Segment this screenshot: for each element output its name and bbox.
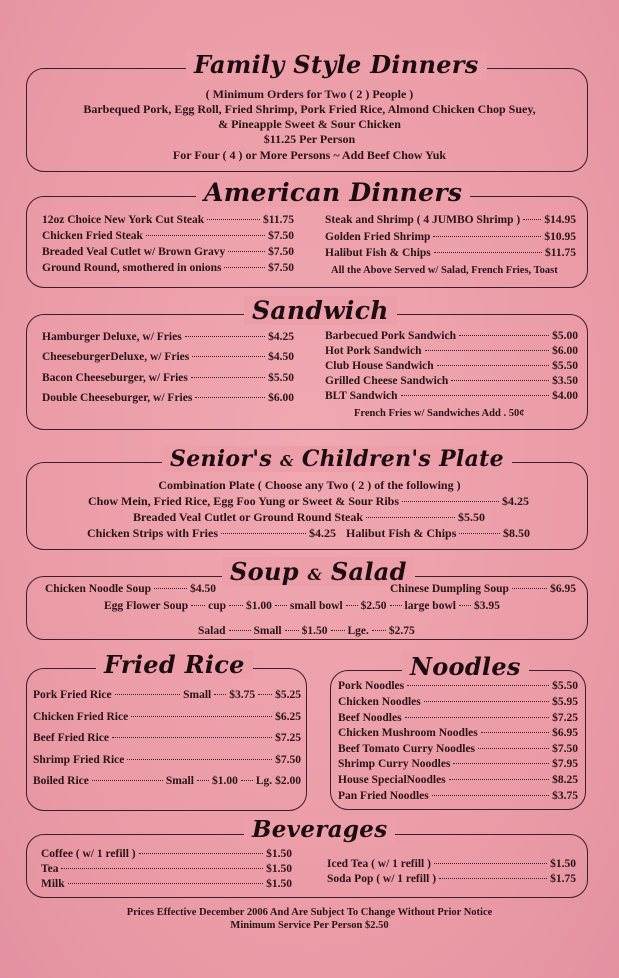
menu-item xyxy=(338,712,578,724)
menu-item xyxy=(42,246,294,258)
leader-dots xyxy=(192,356,265,357)
item-price: $10.95 xyxy=(544,231,576,243)
size-label: small bowl xyxy=(289,600,343,612)
item-name: Egg Flower Soup xyxy=(104,600,189,612)
leader-dots xyxy=(214,694,226,695)
item-price: $7.50 xyxy=(552,743,578,755)
item-name: Iced Tea ( w/ 1 refill ) xyxy=(327,858,431,870)
leader-dots xyxy=(195,397,265,398)
menu-item xyxy=(104,600,530,612)
item-name: Soda Pop ( w/ 1 refill ) xyxy=(327,873,437,885)
family-line-2: Barbequed Pork, Egg Roll, Fried Shrimp, Pork Fried Rice, Almond Chicken Chop Suey, xyxy=(83,102,536,116)
menu-item xyxy=(325,375,578,387)
item-price: $3.75 xyxy=(229,689,256,701)
item-name: Double Cheeseburger, w/ Fries xyxy=(42,392,193,404)
item-name: Beef Noodles xyxy=(338,712,402,724)
leader-dots xyxy=(68,883,263,884)
leader-dots xyxy=(402,501,499,502)
size-label: Small xyxy=(183,689,212,701)
leader-dots xyxy=(229,630,251,631)
menu-item xyxy=(88,494,529,509)
item-price: $11.75 xyxy=(545,247,576,259)
item-price: $3.50 xyxy=(552,375,578,387)
size-label: Lg. xyxy=(255,775,273,787)
leader-dots xyxy=(424,701,549,702)
leader-dots xyxy=(478,748,549,749)
item-price: $8.50 xyxy=(503,526,530,540)
leader-dots xyxy=(191,377,265,378)
item-price: $4.25 xyxy=(268,331,294,343)
menu-item xyxy=(42,262,294,274)
item-price: $5.50 xyxy=(458,510,485,524)
soup-salad-title xyxy=(222,557,415,586)
leader-dots xyxy=(405,717,550,718)
menu-item xyxy=(133,510,485,525)
item-price: $7.50 xyxy=(268,262,294,274)
menu-item xyxy=(33,775,301,787)
item-name: Chicken Mushroom Noodles xyxy=(338,727,478,739)
item-price: $5.00 xyxy=(552,330,578,342)
ampersand: & xyxy=(280,452,294,470)
leader-dots xyxy=(275,605,287,606)
item-name: BLT Sandwich xyxy=(325,390,398,402)
leader-dots xyxy=(224,267,265,268)
leader-dots xyxy=(228,251,265,252)
menu-item xyxy=(41,848,292,860)
item-price: $4.25 xyxy=(309,526,336,540)
leader-dots xyxy=(285,630,299,631)
leader-dots xyxy=(372,630,386,631)
item-name: Steak and Shrimp ( 4 JUMBO Shrimp ) xyxy=(325,214,521,226)
menu-item xyxy=(338,790,578,802)
item-name: Halibut Fish & Chips xyxy=(346,526,457,540)
item-name: Shrimp Fried Rice xyxy=(33,754,125,766)
item-price: $11.75 xyxy=(263,214,294,226)
leader-dots xyxy=(512,588,547,589)
leader-dots xyxy=(390,605,402,606)
menu-item xyxy=(327,858,576,870)
family-line-1: ( Minimum Orders for Two ( 2 ) People ) xyxy=(205,87,414,101)
size-label: Small xyxy=(165,775,194,787)
menu-item xyxy=(338,727,578,739)
item-name: Milk xyxy=(41,878,65,890)
leader-dots xyxy=(185,336,265,337)
item-price: $1.50 xyxy=(550,858,576,870)
item-price: $1.50 xyxy=(266,848,292,860)
item-price: $6.95 xyxy=(550,583,576,595)
sandwich-title: Sandwich xyxy=(244,296,397,325)
menu-item xyxy=(42,351,294,363)
senior-title-part: Senior's xyxy=(170,446,273,472)
american-note: All the Above Served w/ Salad, French Fries, Toast xyxy=(331,265,558,276)
item-name: Pork Noodles xyxy=(338,680,405,692)
item-price: $4.50 xyxy=(268,351,294,363)
menu-item xyxy=(33,689,301,701)
item-price: $2.00 xyxy=(275,775,301,787)
menu-item xyxy=(325,214,576,226)
item-price: $6.00 xyxy=(552,345,578,357)
menu-item xyxy=(325,231,576,243)
item-name: Hamburger Deluxe, w/ Fries xyxy=(42,331,182,343)
item-price: $1.50 xyxy=(266,863,292,875)
leader-dots xyxy=(366,517,455,518)
size-label: Small xyxy=(253,625,282,637)
leader-dots xyxy=(346,605,358,606)
item-name: Halibut Fish & Chips xyxy=(325,247,431,259)
item-price: $5.50 xyxy=(268,372,294,384)
item-name: Barbecued Pork Sandwich xyxy=(325,330,456,342)
item-name: Chicken Fried Steak xyxy=(42,230,143,242)
menu-item xyxy=(42,230,294,242)
leader-dots xyxy=(221,533,306,534)
item-price: $5.50 xyxy=(552,680,578,692)
item-name: Beef Tomato Curry Noodles xyxy=(338,743,476,755)
menu-item xyxy=(33,711,301,723)
leader-dots xyxy=(459,533,500,534)
leader-dots xyxy=(481,732,549,733)
item-price: $2.75 xyxy=(388,625,415,637)
menu-item xyxy=(325,330,578,342)
item-price: $3.75 xyxy=(552,790,578,802)
item-price: $6.25 xyxy=(275,711,301,723)
leader-dots xyxy=(407,685,549,686)
leader-dots xyxy=(459,605,471,606)
item-price: $1.00 xyxy=(211,775,238,787)
leader-dots xyxy=(197,780,209,781)
item-name: Beef Fried Rice xyxy=(33,732,109,744)
item-name: Bacon Cheeseburger, w/ Fries xyxy=(42,372,188,384)
leader-dots xyxy=(127,759,272,760)
leader-dots xyxy=(439,878,547,879)
item-name: Chow Mein, Fried Rice, Egg Foo Yung or Sweet & Sour Ribs xyxy=(88,494,400,508)
leader-dots xyxy=(131,716,272,717)
menu-item xyxy=(325,247,576,259)
leader-dots xyxy=(92,780,163,781)
item-price: $7.50 xyxy=(268,230,294,242)
leader-dots xyxy=(154,588,187,589)
menu-item xyxy=(42,214,294,226)
item-name: 12oz Choice New York Cut Steak xyxy=(42,214,205,226)
menu-item xyxy=(327,873,576,885)
item-name: Chicken Noodles xyxy=(338,696,421,708)
ampersand: & xyxy=(307,565,323,584)
item-name: Shrimp Curry Noodles xyxy=(338,758,451,770)
item-price: $2.50 xyxy=(360,600,387,612)
footer-line-2: Minimum Service Per Person $2.50 xyxy=(230,920,389,931)
item-price: $1.00 xyxy=(246,600,272,612)
item-name: Pork Fried Rice xyxy=(33,689,112,701)
item-name: Chicken Noodle Soup xyxy=(45,583,152,595)
leader-dots xyxy=(432,795,549,796)
item-price: $4.50 xyxy=(190,583,216,595)
salad-title-part: Salad xyxy=(330,557,407,586)
item-name: CheeseburgerDeluxe, w/ Fries xyxy=(42,351,190,363)
leader-dots xyxy=(241,780,253,781)
american-dinners-title: American Dinners xyxy=(196,178,470,207)
menu-item xyxy=(338,743,578,755)
menu-item xyxy=(346,526,530,541)
leader-dots xyxy=(258,694,272,695)
leader-dots xyxy=(207,219,260,220)
item-price: $1.50 xyxy=(301,625,328,637)
menu-item xyxy=(42,331,294,343)
senior-subtitle: Combination Plate ( Choose any Two ( 2 ) of the following ) xyxy=(158,478,461,492)
item-name: Club House Sandwich xyxy=(325,360,434,372)
item-price: $1.50 xyxy=(266,878,292,890)
item-price: $1.75 xyxy=(550,873,576,885)
leader-dots xyxy=(331,630,345,631)
item-price: $5.25 xyxy=(275,689,301,701)
leader-dots xyxy=(453,763,549,764)
sandwich-note: French Fries w/ Sandwiches Add . 50¢ xyxy=(354,408,525,419)
leader-dots xyxy=(459,335,549,336)
item-name: Tea xyxy=(41,863,59,875)
menu-item xyxy=(87,526,336,541)
leader-dots xyxy=(229,605,243,606)
item-name: Salad xyxy=(198,625,226,637)
item-price: $14.95 xyxy=(544,214,576,226)
size-label: large bowl xyxy=(404,600,456,612)
item-price: $6.00 xyxy=(268,392,294,404)
menu-item xyxy=(325,360,578,372)
leader-dots xyxy=(61,868,263,869)
item-name: Breaded Veal Cutlet or Ground Round Steak xyxy=(133,510,364,524)
family-dinners-title: Family Style Dinners xyxy=(186,50,487,79)
menu-item xyxy=(338,696,578,708)
leader-dots xyxy=(115,694,181,695)
leader-dots xyxy=(523,219,541,220)
item-name: Boiled Rice xyxy=(33,775,89,787)
item-name: Chicken Strips with Fries xyxy=(87,526,219,540)
children-title-part: Children's Plate xyxy=(301,446,504,472)
item-price: $7.25 xyxy=(552,712,578,724)
beverages-title: Beverages xyxy=(244,816,395,843)
item-price: $3.95 xyxy=(473,600,500,612)
size-label: Lge. xyxy=(347,625,369,637)
soup-title-part: Soup xyxy=(230,557,299,586)
item-price: $4.25 xyxy=(502,494,529,508)
noodles-title: Noodles xyxy=(402,652,529,681)
menu-item xyxy=(42,392,294,404)
item-price: $5.50 xyxy=(552,360,578,372)
item-name: Ground Round, smothered in onions xyxy=(42,262,222,274)
size-label: cup xyxy=(208,600,227,612)
menu-item xyxy=(41,878,292,890)
menu-item xyxy=(45,583,216,595)
item-price: $6.95 xyxy=(552,727,578,739)
leader-dots xyxy=(449,779,549,780)
menu-item xyxy=(325,345,578,357)
fried-rice-title: Fried Rice xyxy=(96,650,253,679)
item-name: Chinese Dumpling Soup xyxy=(390,583,509,595)
menu-item xyxy=(338,680,578,692)
family-line-3: & Pineapple Sweet & Sour Chicken xyxy=(218,117,401,131)
leader-dots xyxy=(139,853,264,854)
leader-dots xyxy=(425,350,550,351)
menu-item xyxy=(41,863,292,875)
footer-line-1: Prices Effective December 2006 And Are Subject To Change Without Prior Notice xyxy=(126,907,493,918)
senior-children-title xyxy=(162,446,512,472)
menu-item xyxy=(338,758,578,770)
item-price: $5.95 xyxy=(552,696,578,708)
family-line-5: For Four ( 4 ) or More Persons ~ Add Beef Chow Yuk xyxy=(172,148,447,162)
item-name: House SpecialNoodles xyxy=(338,774,446,786)
item-name: Grilled Cheese Sandwich xyxy=(325,375,449,387)
item-name: Breaded Veal Cutlet w/ Brown Gravy xyxy=(42,246,226,258)
menu-item xyxy=(390,583,576,595)
item-name: Coffee ( w/ 1 refill ) xyxy=(41,848,136,860)
item-name: Hot Pork Sandwich xyxy=(325,345,422,357)
leader-dots xyxy=(451,380,549,381)
menu-item xyxy=(338,774,578,786)
item-price: $7.50 xyxy=(268,246,294,258)
leader-dots xyxy=(112,737,272,738)
item-name: Pan Fried Noodles xyxy=(338,790,429,802)
item-price: $4.00 xyxy=(552,390,578,402)
item-price: $8.25 xyxy=(552,774,578,786)
leader-dots xyxy=(401,395,550,396)
leader-dots xyxy=(191,605,205,606)
menu-item xyxy=(198,625,440,637)
leader-dots xyxy=(434,252,542,253)
item-price: $7.50 xyxy=(275,754,301,766)
menu-item xyxy=(325,390,578,402)
menu-item xyxy=(42,372,294,384)
menu-item xyxy=(33,754,301,766)
leader-dots xyxy=(146,235,265,236)
item-price: $7.95 xyxy=(552,758,578,770)
item-price: $7.25 xyxy=(275,732,301,744)
item-name: Chicken Fried Rice xyxy=(33,711,129,723)
leader-dots xyxy=(434,863,547,864)
leader-dots xyxy=(437,365,549,366)
family-line-4: $11.25 Per Person xyxy=(263,132,356,146)
leader-dots xyxy=(433,236,541,237)
item-name: Golden Fried Shrimp xyxy=(325,231,431,243)
menu-item xyxy=(33,732,301,744)
